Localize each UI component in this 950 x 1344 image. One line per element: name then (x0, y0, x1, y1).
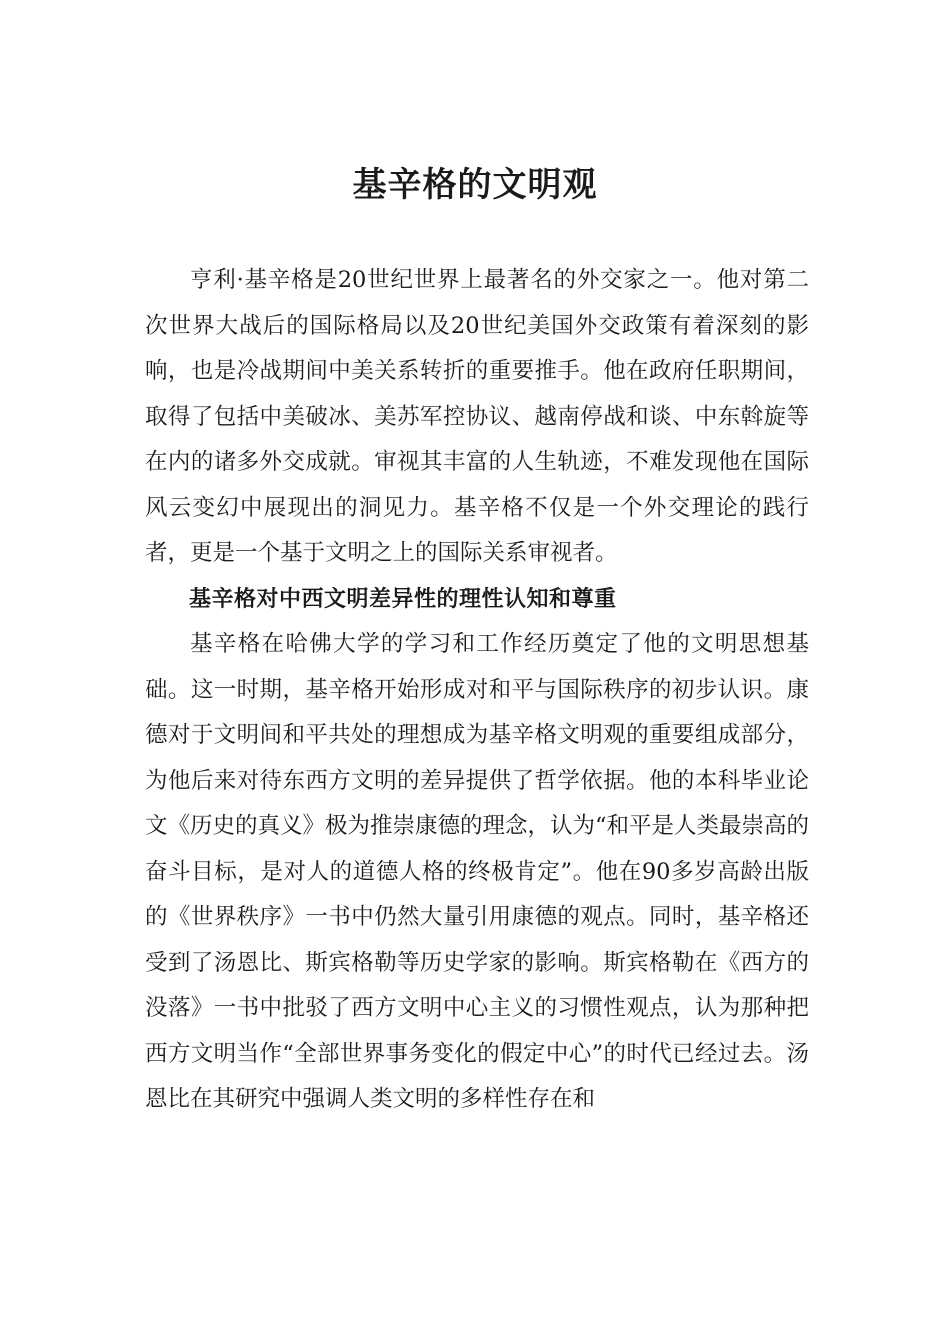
section-heading: 基辛格对中西文明差异性的理性认知和尊重 (189, 586, 617, 612)
intro-paragraph: 亨利·基辛格是20世纪世界上最著名的外交家之一。他对第二次世界大战后的国际格局以及20世纪美国外交政策有着深刻的影响，也是冷战期间中美关系转折的重要推手。他在政府任职期间，取得了包括中美破冰、美苏军控协议、越南停战和谈、中东斡旋等在内的诸多外交成就。审视其丰富的人生轨迹，不难发现他在国际风云变幻中展现出的洞见力。基辛格不仅是一个外交理论的践行者，更是一个基于文明之上的国际关系审视者。 (145, 267, 809, 566)
document-title: 基辛格的文明观 (352, 165, 598, 205)
document-body (145, 258, 809, 1123)
section-paragraph: 基辛格在哈佛大学的学习和工作经历奠定了他的文明思想基础。这一时期，基辛格开始形成对和平与国际秩序的初步认识。康德对于文明间和平共处的理想成为基辛格文明观的重要组成部分，为他后来对待东西方文明的差异提供了哲学依据。他的本科毕业论文《历史的真义》极为推崇康德的理念，认为“和平是人类最崇高的奋斗目标，是对人的道德人格的终极肯定”。他在90多岁高龄出版的《世界秩序》一书中仍然大量引用康德的观点。同时，基辛格还受到了汤恩比、斯宾格勒等历史学家的影响。斯宾格勒在《西方的没落》一书中批驳了西方文明中心主义的习惯性观点，认为那种把西方文明当作“全部世界事务变化的假定中心”的时代已经过去。汤恩比在其研究中强调人类文明的多样性存在和 (145, 631, 810, 1112)
